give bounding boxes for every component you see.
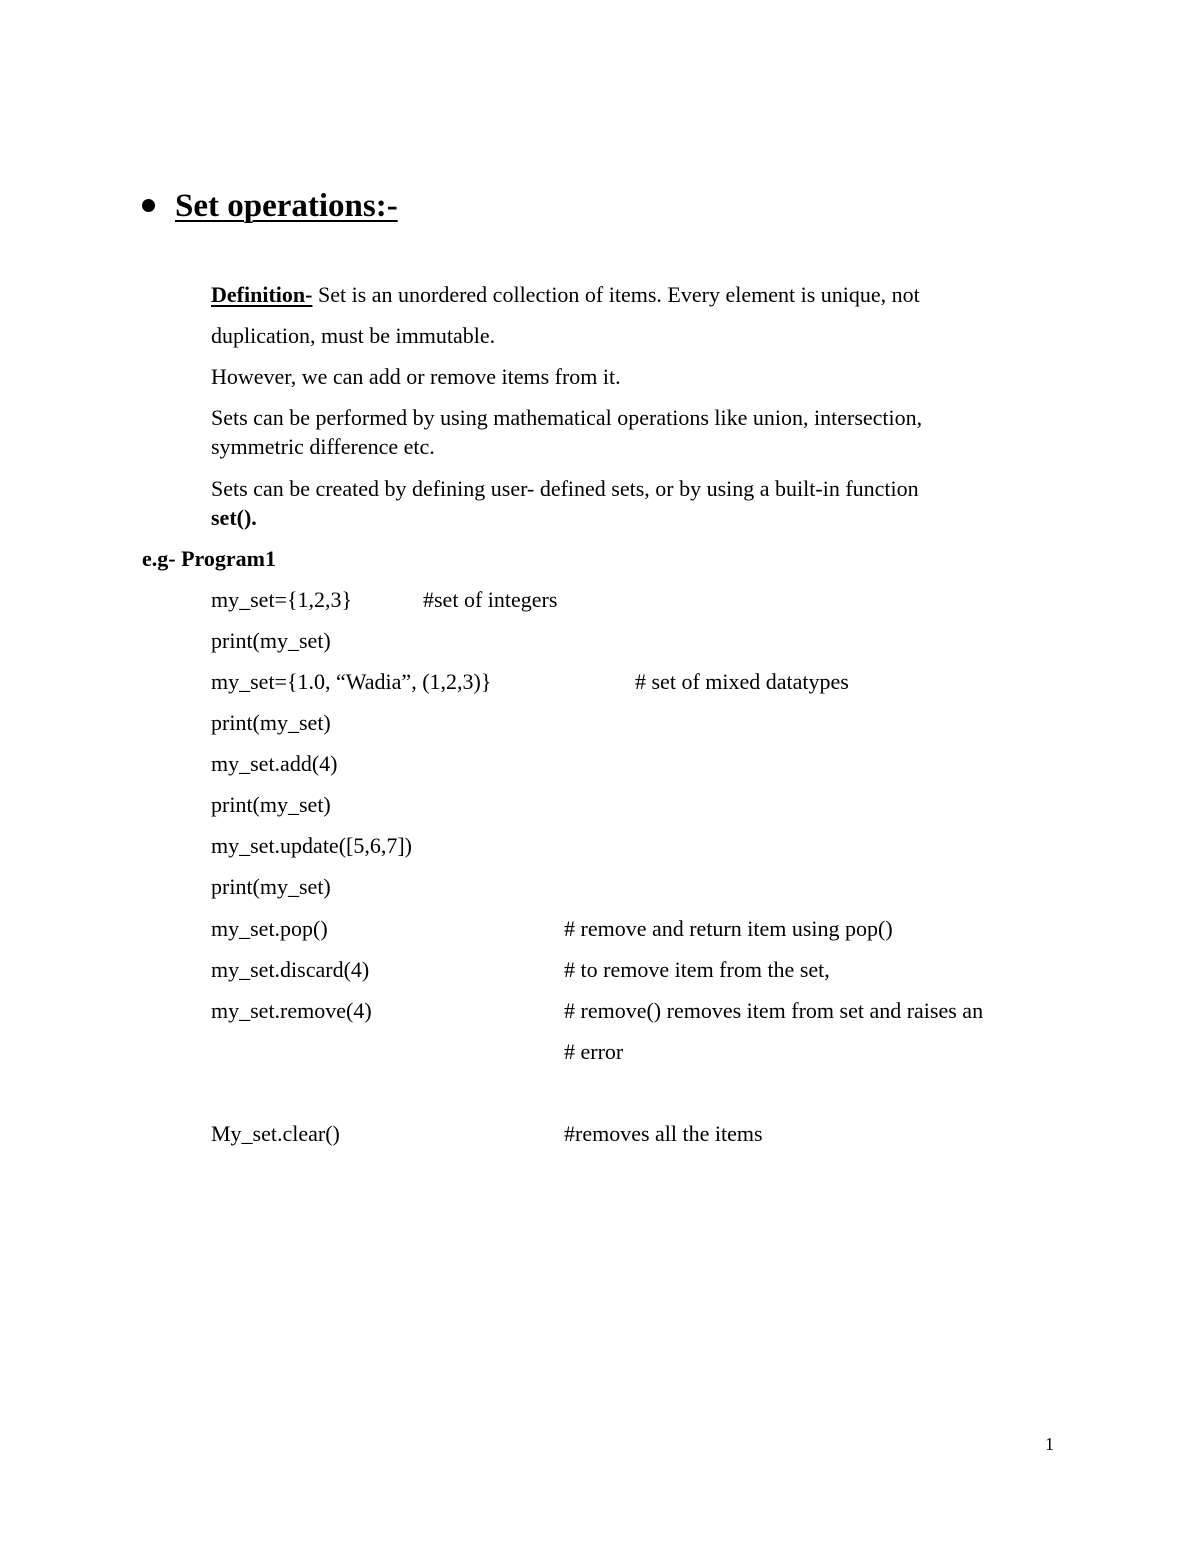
definition-line-1	[211, 280, 920, 310]
section-heading	[142, 186, 398, 226]
code-comment: # remove() removes item from set and raises an	[564, 998, 984, 1023]
code-line: print(my_set)	[211, 710, 331, 735]
code-line: my_set={1,2,3}	[211, 587, 353, 612]
paragraph-creation-line-1: Sets can be created by defining user- defined sets, or by using a built-in function	[211, 476, 919, 501]
code-line: my_set.pop()	[211, 916, 328, 941]
code-comment: #removes all the items	[564, 1121, 763, 1146]
code-line: my_set.add(4)	[211, 751, 338, 776]
code-line: print(my_set)	[211, 874, 331, 899]
paragraph-add-remove: However, we can add or remove items from it.	[211, 364, 621, 389]
paragraph-operations-line-2: symmetric difference etc.	[211, 434, 435, 459]
code-line: print(my_set)	[211, 792, 331, 817]
example-heading	[142, 544, 276, 574]
code-comment: # set of mixed datatypes	[635, 669, 849, 694]
code-line: My_set.clear()	[211, 1121, 340, 1146]
code-line: my_set={1.0, “Wadia”, (1,2,3)}	[211, 669, 492, 694]
bullet-icon	[142, 199, 155, 212]
code-comment: #set of integers	[423, 587, 558, 612]
example-title: Program1	[175, 546, 276, 571]
code-line: my_set.remove(4)	[211, 998, 372, 1023]
paragraph-creation-line-2: set().	[211, 505, 257, 530]
definition-line-2: duplication, must be immutable.	[211, 323, 496, 348]
heading-text: Set operations:-	[175, 188, 398, 224]
definition-label: Definition-	[211, 282, 313, 307]
code-comment: # to remove item from the set,	[564, 957, 830, 982]
code-line: my_set.discard(4)	[211, 957, 370, 982]
page-number: 1	[1045, 1434, 1054, 1454]
example-prefix: e.g-	[142, 546, 176, 571]
code-line: my_set.update([5,6,7])	[211, 833, 412, 858]
code-comment: # remove and return item using pop()	[564, 916, 893, 941]
definition-text: Set is an unordered collection of items. Every element is unique, not	[312, 282, 920, 307]
paragraph-operations-line-1: Sets can be performed by using mathematical operations like union, intersection,	[211, 405, 923, 430]
code-line: print(my_set)	[211, 628, 331, 653]
code-comment: # error	[564, 1039, 624, 1064]
